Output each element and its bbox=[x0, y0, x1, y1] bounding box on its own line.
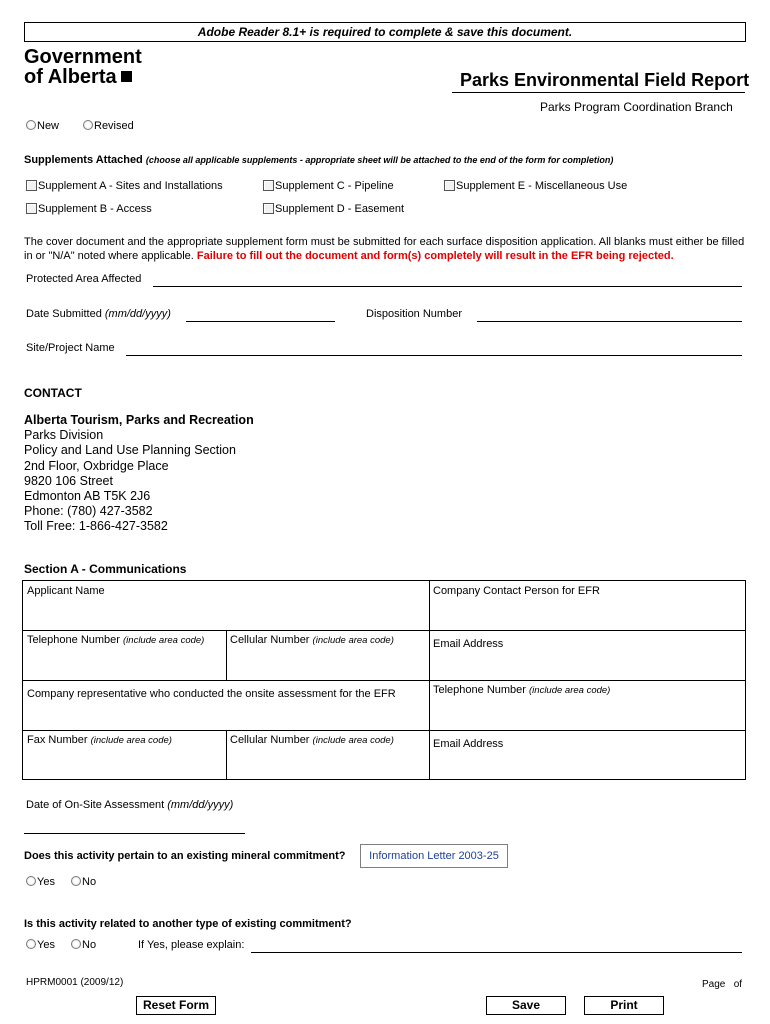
supplement-a-label: Supplement A - Sites and Installations bbox=[38, 180, 223, 192]
supplement-e-checkbox[interactable] bbox=[444, 180, 627, 192]
other-yes-option[interactable] bbox=[26, 939, 55, 951]
mineral-yes-option[interactable] bbox=[26, 876, 55, 888]
mineral-yes-label: Yes bbox=[37, 876, 55, 888]
rep-telephone-cell[interactable] bbox=[429, 680, 746, 731]
disposition-number-field[interactable] bbox=[477, 321, 742, 322]
contact-division: Parks Division bbox=[24, 428, 104, 443]
logo-square-icon bbox=[121, 71, 132, 82]
cellular-cell[interactable] bbox=[226, 630, 430, 681]
mineral-no-option[interactable] bbox=[71, 876, 96, 888]
radio-icon[interactable] bbox=[71, 876, 81, 886]
rep-email-cell[interactable] bbox=[429, 730, 746, 780]
page-count: Page of bbox=[702, 979, 743, 990]
checkbox-icon[interactable] bbox=[263, 180, 274, 191]
adobe-reader-banner: Adobe Reader 8.1+ is required to complete & save this document. bbox=[24, 22, 746, 42]
email-cell[interactable] bbox=[429, 630, 746, 681]
contact-phone: Phone: (780) 427-3582 bbox=[24, 504, 153, 519]
telephone-label: Telephone Number bbox=[433, 684, 526, 696]
new-radio-option[interactable] bbox=[26, 120, 59, 132]
date-format-hint: (mm/dd/yyyy) bbox=[104, 308, 171, 320]
new-label: New bbox=[37, 120, 60, 132]
other-no-label: No bbox=[82, 939, 97, 951]
other-no-option[interactable] bbox=[71, 939, 96, 951]
contact-street: 9820 106 Street bbox=[24, 473, 113, 488]
date-submitted-label: Date Submitted bbox=[26, 308, 102, 320]
section-a-heading: Section A - Communications bbox=[24, 562, 187, 576]
supplement-a-checkbox[interactable] bbox=[26, 180, 223, 192]
explain-field[interactable] bbox=[251, 952, 742, 953]
supplement-b-label: Supplement B - Access bbox=[38, 203, 152, 215]
contact-heading: CONTACT bbox=[24, 386, 82, 400]
explain-label: If Yes, please explain: bbox=[138, 939, 245, 951]
mineral-no-label: No bbox=[82, 876, 97, 888]
date-submitted-label-row bbox=[26, 308, 171, 320]
company-rep-cell[interactable] bbox=[23, 680, 430, 731]
contact-section: Policy and Land Use Planning Section bbox=[24, 443, 236, 458]
communications-table bbox=[22, 580, 746, 780]
checkbox-icon[interactable] bbox=[263, 203, 274, 214]
print-button[interactable]: Print bbox=[584, 996, 664, 1015]
information-letter-button[interactable]: Information Letter 2003-25 bbox=[360, 844, 508, 868]
supplement-e-label: Supplement E - Miscellaneous Use bbox=[456, 180, 628, 192]
supplements-instruction: (choose all applicable supplements - appropriate sheet will be attached to the end of the form for completion) bbox=[145, 155, 614, 165]
protected-area-label: Protected Area Affected bbox=[26, 273, 142, 285]
checkbox-icon[interactable] bbox=[26, 203, 37, 214]
radio-icon[interactable] bbox=[26, 876, 36, 886]
supplement-d-label: Supplement D - Easement bbox=[275, 203, 405, 215]
title-underline bbox=[452, 92, 745, 93]
supplement-b-checkbox[interactable] bbox=[26, 203, 152, 215]
supplements-heading-row bbox=[24, 154, 613, 166]
supplements-heading: Supplements Attached bbox=[24, 154, 143, 166]
checkbox-icon[interactable] bbox=[26, 180, 37, 191]
date-submitted-field[interactable] bbox=[186, 321, 335, 322]
contact-tollfree: Toll Free: 1-866-427-3582 bbox=[24, 519, 168, 534]
supplement-c-checkbox[interactable] bbox=[263, 180, 394, 192]
radio-icon[interactable] bbox=[83, 120, 93, 130]
government-of-alberta-logo bbox=[24, 47, 142, 87]
reset-form-button[interactable]: Reset Form bbox=[136, 996, 216, 1015]
contact-org: Alberta Tourism, Parks and Recreation bbox=[24, 413, 254, 427]
email-label: Email Address bbox=[433, 738, 504, 750]
branch-name: Parks Program Coordination Branch bbox=[540, 100, 733, 114]
company-contact-label: Company Contact Person for EFR bbox=[433, 585, 600, 597]
contact-address-block bbox=[24, 413, 254, 535]
site-project-name-field[interactable] bbox=[126, 355, 742, 356]
checkbox-icon[interactable] bbox=[444, 180, 455, 191]
supplement-d-checkbox[interactable] bbox=[263, 203, 404, 215]
mineral-question: Does this activity pertain to an existing mineral commitment? bbox=[24, 850, 346, 862]
company-contact-cell[interactable] bbox=[429, 581, 746, 631]
page-title: Parks Environmental Field Report bbox=[460, 70, 750, 90]
assessment-date-label: Date of On-Site Assessment bbox=[26, 799, 165, 811]
radio-icon[interactable] bbox=[71, 939, 81, 949]
radio-icon[interactable] bbox=[26, 939, 36, 949]
applicant-name-label: Applicant Name bbox=[27, 585, 105, 597]
fax-label: Fax Number bbox=[27, 734, 88, 746]
area-code-hint: (include area code) bbox=[312, 635, 394, 646]
area-code-hint: (include area code) bbox=[123, 635, 205, 646]
instructions-note bbox=[24, 235, 746, 263]
cellular-label: Cellular Number bbox=[230, 734, 310, 746]
area-code-hint: (include area code) bbox=[529, 685, 611, 696]
logo-line-1: Government bbox=[24, 46, 142, 68]
area-code-hint: (include area code) bbox=[312, 735, 394, 746]
form-code: HPRM0001 (2009/12) bbox=[26, 977, 124, 988]
contact-city: Edmonton AB T5K 2J6 bbox=[24, 489, 151, 504]
logo-line-2: of Alberta bbox=[24, 66, 117, 88]
assessment-date-field[interactable] bbox=[24, 833, 245, 834]
cellular-label: Cellular Number bbox=[230, 634, 310, 646]
revised-label: Revised bbox=[94, 120, 134, 132]
email-label: Email Address bbox=[433, 638, 504, 650]
note-text: The cover document and the appropriate supplement form must be submitted for each surface disposition application. All blanks must either be filled in or "N/A" noted where applicable. bbox=[24, 236, 745, 262]
contact-floor: 2nd Floor, Oxbridge Place bbox=[24, 458, 169, 473]
rep-cellular-cell[interactable] bbox=[226, 730, 430, 780]
other-commitment-question: Is this activity related to another type of existing commitment? bbox=[24, 918, 352, 930]
protected-area-field[interactable] bbox=[153, 286, 742, 287]
save-button[interactable]: Save bbox=[486, 996, 566, 1015]
fax-cell[interactable] bbox=[23, 730, 227, 780]
revised-radio-option[interactable] bbox=[83, 120, 134, 132]
site-project-name-label: Site/Project Name bbox=[26, 342, 115, 354]
rejection-warning: Failure to fill out the document and form(s) completely will result in the EFR being rejected. bbox=[196, 250, 674, 262]
supplement-c-label: Supplement C - Pipeline bbox=[275, 180, 394, 192]
area-code-hint: (include area code) bbox=[90, 735, 172, 746]
telephone-cell[interactable] bbox=[23, 630, 227, 681]
telephone-label: Telephone Number bbox=[27, 634, 120, 646]
other-yes-label: Yes bbox=[37, 939, 55, 951]
assessment-date-label-row bbox=[26, 799, 233, 811]
disposition-number-label: Disposition Number bbox=[366, 308, 462, 320]
applicant-name-cell[interactable] bbox=[23, 581, 430, 631]
company-rep-label: Company representative who conducted the onsite assessment for the EFR bbox=[27, 688, 396, 700]
assessment-date-format: (mm/dd/yyyy) bbox=[167, 799, 234, 811]
radio-icon[interactable] bbox=[26, 120, 36, 130]
